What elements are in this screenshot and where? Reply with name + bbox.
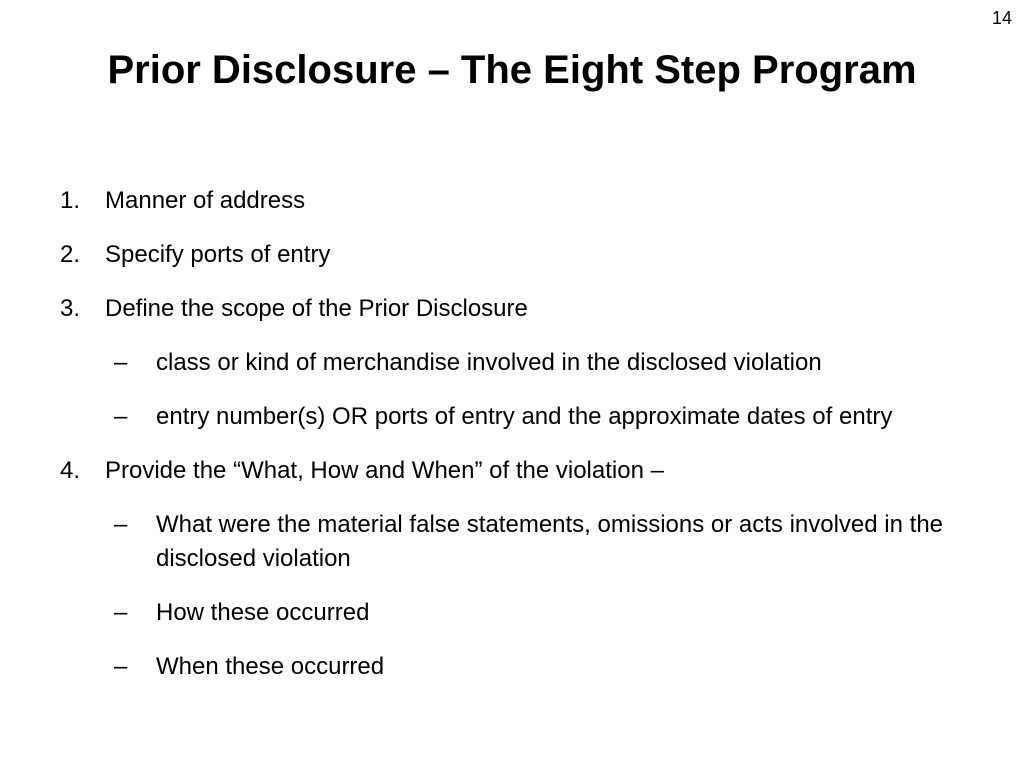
list-item xyxy=(60,184,980,218)
list-item-text: Specify ports of entry xyxy=(105,241,331,268)
sub-list-item xyxy=(60,596,980,630)
sub-list-item xyxy=(60,508,980,576)
sub-list-item xyxy=(60,400,980,434)
sub-list-item-text: How these occurred xyxy=(156,599,370,626)
page-number: 14 xyxy=(991,8,1012,28)
dash-marker: – xyxy=(114,653,128,680)
sub-list-item-text: What were the material false statements, omissions or acts involved in the disclosed violation xyxy=(156,511,944,572)
dash-marker: – xyxy=(114,403,128,430)
list-marker: 2. xyxy=(60,241,81,268)
slide-title: Prior Disclosure – The Eight Step Program xyxy=(107,48,917,92)
list-marker: 3. xyxy=(60,295,81,322)
list-item xyxy=(60,292,980,326)
dash-marker: – xyxy=(114,349,128,376)
dash-marker: – xyxy=(114,511,128,538)
sub-list-item xyxy=(60,346,980,380)
list-item-text: Provide the “What, How and When” of the violation – xyxy=(105,457,664,484)
sub-list-item-text: entry number(s) OR ports of entry and the approximate dates of entry xyxy=(156,403,893,430)
sub-list-item-text: When these occurred xyxy=(156,653,385,680)
sub-list-item-text: class or kind of merchandise involved in the disclosed violation xyxy=(156,349,822,376)
dash-marker: – xyxy=(114,599,128,626)
list-item xyxy=(60,454,980,488)
list-marker: 4. xyxy=(60,457,81,484)
bullet-list xyxy=(60,184,980,704)
sub-list-item xyxy=(60,650,980,684)
list-item xyxy=(60,238,980,272)
list-item-text: Define the scope of the Prior Disclosure xyxy=(105,295,528,322)
list-marker: 1. xyxy=(60,187,81,214)
list-item-text: Manner of address xyxy=(105,187,306,214)
